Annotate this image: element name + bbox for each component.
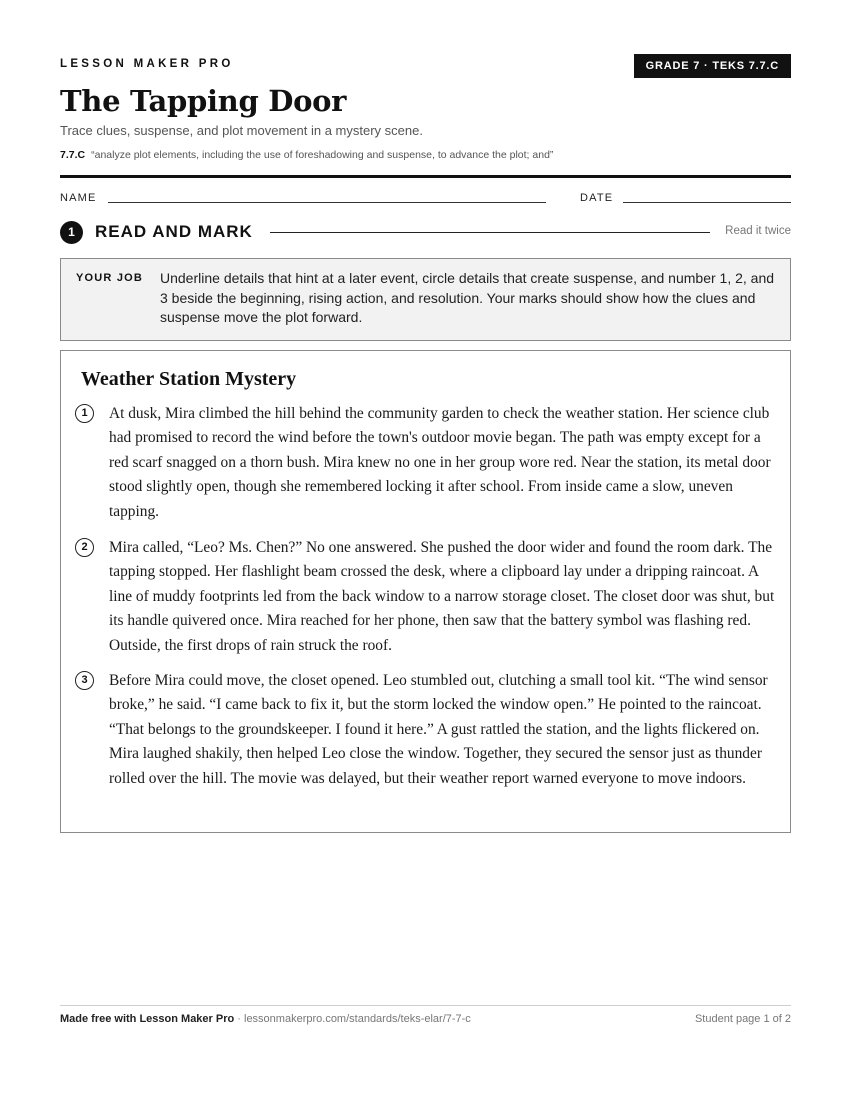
instructions-label: YOUR JOB: [76, 272, 144, 284]
brand-name: LESSON MAKER PRO: [60, 58, 234, 70]
name-label: NAME: [60, 192, 97, 204]
footer-divider: [60, 1005, 791, 1006]
footer-made-by: Made free with Lesson Maker Pro: [60, 1013, 235, 1025]
header-divider: [60, 175, 791, 178]
worksheet-title: The Tapping Door: [60, 84, 347, 118]
instructions-text: Underline details that hint at a later event, circle details that create suspense, and number 1, 2, and 3 beside the beginning, rising action, and resolution. Your marks should show how the clues and suspense move the plot forward.: [160, 270, 775, 325]
paragraph-number: 2: [75, 538, 94, 557]
date-label: DATE: [580, 192, 614, 204]
paragraph-number: 1: [75, 404, 94, 423]
page-indicator: Student page 1 of 2: [694, 1013, 791, 1025]
date-field[interactable]: [623, 202, 791, 203]
standard-code: 7.7.C: [60, 149, 86, 161]
grade-badge: GRADE 7 · TEKS 7.7.C: [634, 54, 791, 78]
worksheet-subtitle: Trace clues, suspense, and plot movement in a mystery scene.: [60, 123, 423, 138]
standard-text: “analyze plot elements, including the use of foreshadowing and suspense, to advance the plot; and”: [91, 149, 554, 161]
paragraph-number: 3: [75, 671, 94, 690]
name-field[interactable]: [108, 202, 546, 203]
footer-separator: ·: [234, 1013, 244, 1025]
paragraph-text: At dusk, Mira climbed the hill behind the community garden to check the weather station. Her science club had promised to record the wind before the town's outdoor movie began. The path was empty except for a red scarf snagged on a thorn bush. Mira knew no one in her group wore red. Near the station, its metal door stood slightly open, though she remembered locking it after school. From inside came a slow, uneven tapping.: [109, 405, 771, 520]
story-title: Weather Station Mystery: [81, 368, 297, 390]
instructions-box: [60, 258, 791, 341]
name-date-row: [60, 192, 791, 206]
paragraph-text: Mira called, “Leo? Ms. Chen?” No one answered. She pushed the door wider and found the room dark. The tapping stopped. Her flashlight beam crossed the desk, where a clipboard lay under a dripping raincoat. A line of muddy footprints led from the back window to a narrow storage closet. The closet door was shut, but its handle quivered once. Mira reached for her phone, then saw that the battery symbol was flashing red. Outside, the first drops of rain struck the roof.: [109, 539, 775, 654]
section-rule: [270, 232, 710, 233]
section-note: Read it twice: [725, 225, 791, 237]
section-number-badge: 1: [60, 221, 83, 244]
standard-line: [60, 149, 553, 161]
footer-url[interactable]: lessonmakerpro.com/standards/teks-elar/7-7-c: [244, 1013, 471, 1025]
paragraph-text: Before Mira could move, the closet opened. Leo stumbled out, clutching a small tool kit. “The wind sensor broke,” he said. “I came back to fix it, but the storm locked the window open.” He pointed to the raincoat. “That belongs to the groundskeeper. I found it here.” A gust rattled the station, and the lights flickered on. Mira laughed shakily, then helped Leo close the window. Together, they secured the sensor just as thunder rolled over the hill. The movie was delayed, but their weather report warned everyone to move indoors.: [109, 672, 768, 787]
story-box: [60, 350, 791, 833]
section-header: [60, 220, 791, 244]
footer-credit: [60, 1013, 471, 1025]
section-title: READ AND MARK: [95, 222, 253, 241]
